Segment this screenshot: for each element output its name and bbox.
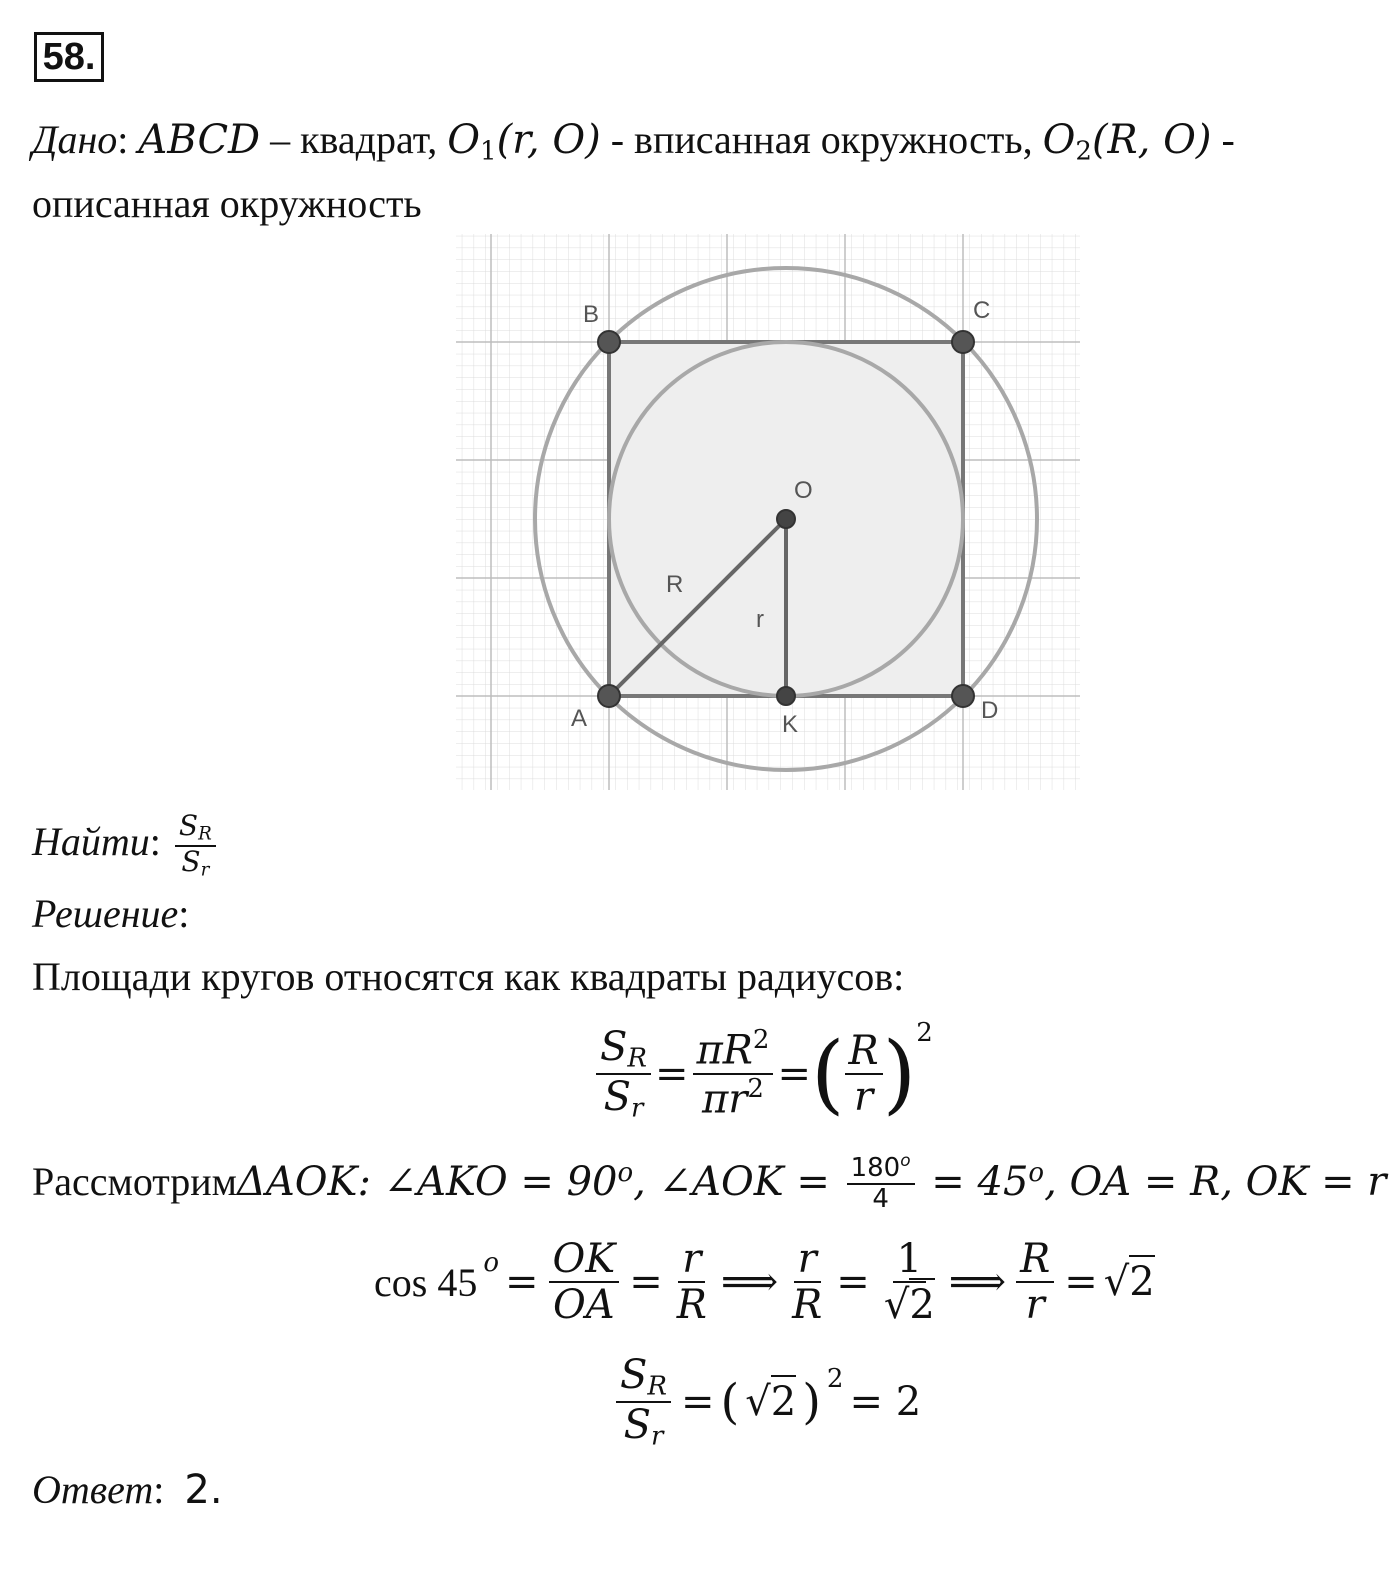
label-d: D — [981, 697, 999, 724]
label-c: C — [973, 297, 991, 324]
eq-sign: = — [1064, 1259, 1098, 1305]
given-colon: : — [117, 117, 139, 162]
angle-aok: , ∠AOK = — [633, 1159, 843, 1205]
frac-r-R-2: $\frac{r}{R}$ — [792, 1236, 823, 1328]
eq-sign: = — [680, 1379, 715, 1425]
implies: ⟹ — [720, 1259, 779, 1305]
find-label: Найти — [32, 819, 150, 864]
point-k — [777, 687, 795, 705]
solution-label: Решение — [32, 891, 179, 936]
frac-1-sqrt2: $\frac{1}{√2}$ — [883, 1236, 935, 1328]
find-fraction: $\frac{S_R}{S_r}$ — [175, 811, 216, 880]
label-small-r: r — [756, 606, 764, 633]
paren-close: ) — [882, 1024, 917, 1124]
point-b — [598, 331, 620, 353]
solution-colon: : — [178, 891, 190, 936]
point-c — [952, 331, 974, 353]
answer-label: Ответ — [32, 1467, 154, 1512]
degree-mark: o — [483, 1248, 499, 1278]
degree-mark: o — [617, 1158, 634, 1188]
consider-line — [32, 1143, 1386, 1221]
given-dash-end: - — [1211, 117, 1235, 162]
frac-R-r: $\frac{R}{r}$ — [1016, 1237, 1054, 1327]
find-colon: : — [149, 819, 171, 864]
answer-value: 2. — [184, 1467, 223, 1513]
square-exponent: 2 — [916, 1018, 933, 1048]
paren-open: ( — [810, 1024, 845, 1124]
sqrt-2-final: √2 — [745, 1379, 796, 1425]
point-o — [777, 510, 795, 528]
frac-s-ratio-final: $\frac{S_R}{S_r}$ — [616, 1353, 671, 1451]
angle-ako: : ∠AKO = 90 — [357, 1159, 618, 1205]
paren-open: ( — [720, 1374, 740, 1430]
point-a — [598, 685, 620, 707]
solution-heading — [32, 890, 189, 938]
given-line-1 — [32, 116, 1235, 176]
label-big-r: R — [666, 571, 684, 598]
given-label: Дано — [32, 117, 118, 162]
geometry-diagram — [456, 234, 1080, 790]
problem-number: 58. — [34, 32, 104, 82]
sqrt-2: √2 — [1104, 1259, 1155, 1305]
paren-close: ) — [802, 1374, 821, 1430]
frac-radius-ratio: $\frac{R}{r}$ — [845, 1029, 883, 1119]
formula-area-ratio — [592, 1018, 933, 1130]
triangle-aok: ΔAOK — [236, 1159, 358, 1205]
circumcircle-symbol: $O_2(R$, O) — [1042, 117, 1212, 167]
answer-line — [32, 1466, 223, 1514]
label-b: B — [583, 301, 600, 328]
frac-pi-ratio: $\frac{\pi R^2}{\pi r^2}$ — [693, 1026, 774, 1121]
square-exponent: 2 — [826, 1364, 844, 1394]
answer-colon: : — [153, 1467, 185, 1512]
eq-sign: = — [504, 1259, 539, 1305]
given-figure: ABCD — [138, 117, 261, 163]
consider-text: Рассмотрим — [32, 1159, 237, 1204]
solution-line-1: Площади кругов относятся как квадраты радиусов: — [32, 954, 905, 999]
label-a: A — [571, 705, 588, 732]
eq-sign: = — [777, 1051, 811, 1097]
degree-mark: o — [1028, 1158, 1045, 1188]
given-line-2: описанная окружность — [32, 181, 422, 226]
eq-sign: = — [836, 1259, 870, 1305]
label-k: K — [782, 711, 799, 738]
implies: ⟹ — [948, 1259, 1007, 1305]
frac-s-ratio: $\frac{S_R}{S_r}$ — [596, 1025, 651, 1123]
formula-cos — [374, 1226, 1155, 1338]
segments-oa-ok: , OA = R, OK = r — [1044, 1159, 1387, 1205]
eq-sign: = — [629, 1259, 663, 1305]
given-square-text: – квадрат, — [260, 117, 448, 162]
inscribed-text: - вписанная окружность, — [600, 117, 1043, 162]
angle-45: = 45 — [918, 1159, 1029, 1205]
point-d — [952, 685, 974, 707]
frac-ok-oa: $\frac{OK}{OA}$ — [549, 1237, 620, 1327]
result-value: = 2 — [849, 1379, 922, 1425]
frac-r-R: $\frac{r}{R}$ — [676, 1236, 707, 1328]
cos-45: cos 45 — [374, 1259, 478, 1305]
label-o: O — [794, 477, 813, 504]
formula-result — [612, 1346, 921, 1458]
frac-180-4: $\frac{180^o}{4}$ — [847, 1151, 915, 1213]
incircle-symbol: $O_1(r$, O) — [447, 117, 601, 167]
eq-sign: = — [654, 1051, 689, 1097]
find-line — [32, 804, 220, 880]
